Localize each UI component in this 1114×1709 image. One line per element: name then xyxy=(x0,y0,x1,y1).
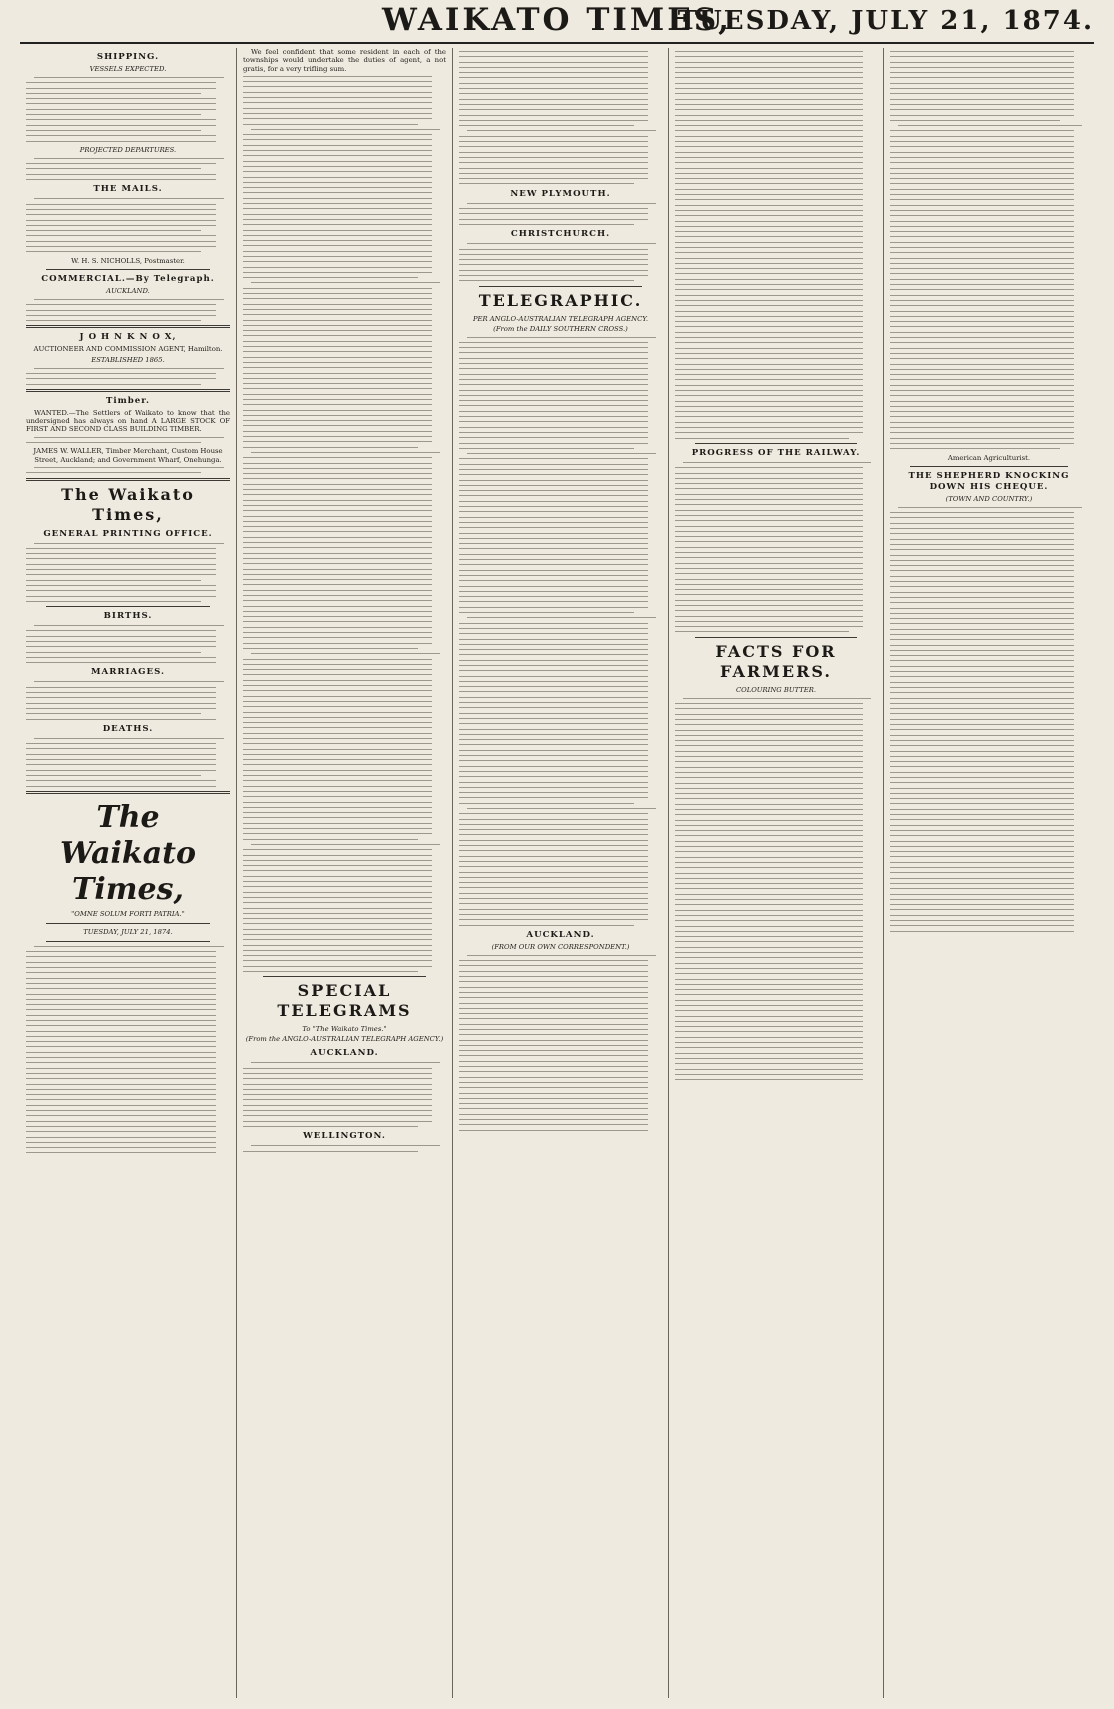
issue-date: TUESDAY, JULY 21, 1874. xyxy=(677,6,1094,36)
printing-office-text xyxy=(26,543,230,602)
col5-continued xyxy=(890,51,1088,449)
column-1 xyxy=(20,48,236,1698)
shepherd-text xyxy=(890,507,1088,932)
auckland-text xyxy=(459,955,662,1131)
shepherd-source: (TOWN AND COUNTRY.) xyxy=(945,494,1033,503)
mails-text xyxy=(26,198,230,252)
agriculturist-credit: American Agriculturist. xyxy=(947,453,1031,462)
knox-name: J O H N K N O X, xyxy=(79,332,177,343)
timber-text xyxy=(26,437,230,443)
knox-trade: AUCTIONEER AND COMMISSION AGENT, Hamilton. xyxy=(33,345,223,354)
col2-article xyxy=(243,76,446,972)
column-5 xyxy=(883,48,1094,1698)
vessels-expected-heading: VESSELS EXPECTED. xyxy=(89,65,167,73)
new-plymouth-heading: NEW PLYMOUTH. xyxy=(510,188,611,199)
masthead xyxy=(20,2,1094,44)
deaths-heading: DEATHS. xyxy=(102,723,154,734)
column-2 xyxy=(236,48,452,1698)
commercial-place: AUCKLAND. xyxy=(106,286,150,295)
shipping-heading: SHIPPING. xyxy=(96,52,160,62)
telegraphic-agency: PER ANGLO-AUSTRALIAN TELEGRAPH AGENCY. xyxy=(472,314,649,323)
columns xyxy=(20,48,1094,1698)
vessels-list xyxy=(26,77,230,142)
shepherd-heading: THE SHEPHERD KNOCKING DOWN HIS CHEQUE. xyxy=(908,470,1070,492)
births-heading: BIRTHS. xyxy=(103,611,153,622)
special-auckland-text xyxy=(243,1062,446,1127)
timber-heading: Timber. xyxy=(106,395,150,406)
departures-list xyxy=(26,158,230,180)
auckland-heading: AUCKLAND. xyxy=(526,929,595,940)
timber-merchant: JAMES W. WALLER, Timber Merchant, Custom House Street, Auckland; and Government Wharf, Onehunga. xyxy=(33,447,223,464)
commercial-heading: COMMERCIAL.—By Telegraph. xyxy=(41,273,215,284)
special-auckland-heading: AUCKLAND. xyxy=(310,1048,379,1059)
telegraphic-heading: TELEGRAPHIC. xyxy=(478,290,643,310)
marriages-text xyxy=(26,681,230,719)
col3-continued xyxy=(459,51,662,184)
facts-for-farmers-heading: FACTS FOR FARMERS. xyxy=(715,641,837,681)
paper-nameplate: The Waikato Times, xyxy=(59,799,196,907)
newspaper-title: WAIKATO TIMES, xyxy=(382,2,732,38)
printing-office-subtitle: GENERAL PRINTING OFFICE. xyxy=(43,528,213,539)
marriages-heading: MARRIAGES. xyxy=(91,667,165,678)
projected-departures-heading: PROJECTED DEPARTURES. xyxy=(79,145,177,154)
mails-heading: THE MAILS. xyxy=(93,184,163,195)
railway-text xyxy=(675,462,877,633)
new-plymouth-text xyxy=(459,203,662,225)
own-correspondent: (FROM OUR OWN CORRESPONDENT.) xyxy=(491,942,630,951)
special-telegrams-heading: SPECIAL TELEGRAMS xyxy=(277,981,412,1021)
timber-wanted-text: WANTED.—The Settlers of Waikato to know that the undersigned has always on hand A LARGE STOCK OF FIRST AND SECOND CLASS BUILDING TIMBER. xyxy=(26,408,230,434)
paper-motto: "OMNE SOLUM FORTI PATRIA." xyxy=(71,909,185,918)
christchurch-text xyxy=(459,243,662,281)
deaths-text xyxy=(26,738,230,787)
christchurch-heading: CHRISTCHURCH. xyxy=(510,229,611,240)
paper-date: TUESDAY, JULY 21, 1874. xyxy=(83,927,173,936)
knox-established: ESTABLISHED 1865. xyxy=(91,355,165,364)
colouring-butter-text xyxy=(675,698,877,1080)
printing-office-title: The Waikato Times, xyxy=(61,484,195,524)
births-text xyxy=(26,625,230,663)
railway-heading: PROGRESS OF THE RAILWAY. xyxy=(691,447,861,458)
commercial-text xyxy=(26,299,230,321)
col4-continued xyxy=(675,51,877,439)
mails-signature: W. H. S. NICHOLLS, Postmaster. xyxy=(71,256,185,265)
col2-opening: We feel confident that some resident in each of the townships would undertake the duties of agent, a not gratis, for a very trifling sum. xyxy=(243,48,446,73)
column-4 xyxy=(668,48,883,1698)
special-telegrams-sub: To "The Waikato Times." xyxy=(302,1025,387,1034)
leader-article xyxy=(26,946,230,1154)
special-wellington-heading: WELLINGTON. xyxy=(303,1131,386,1142)
knox-text xyxy=(26,368,230,385)
colouring-butter-heading: COLOURING BUTTER. xyxy=(735,685,817,694)
telegraphic-source: (From the DAILY SOUTHERN CROSS.) xyxy=(493,324,628,333)
column-3 xyxy=(452,48,668,1698)
special-telegrams-agency: (From the ANGLO-AUSTRALIAN TELEGRAPH AGENCY.) xyxy=(245,1035,444,1044)
special-wellington-text xyxy=(243,1145,446,1151)
telegraphic-text xyxy=(459,337,662,926)
